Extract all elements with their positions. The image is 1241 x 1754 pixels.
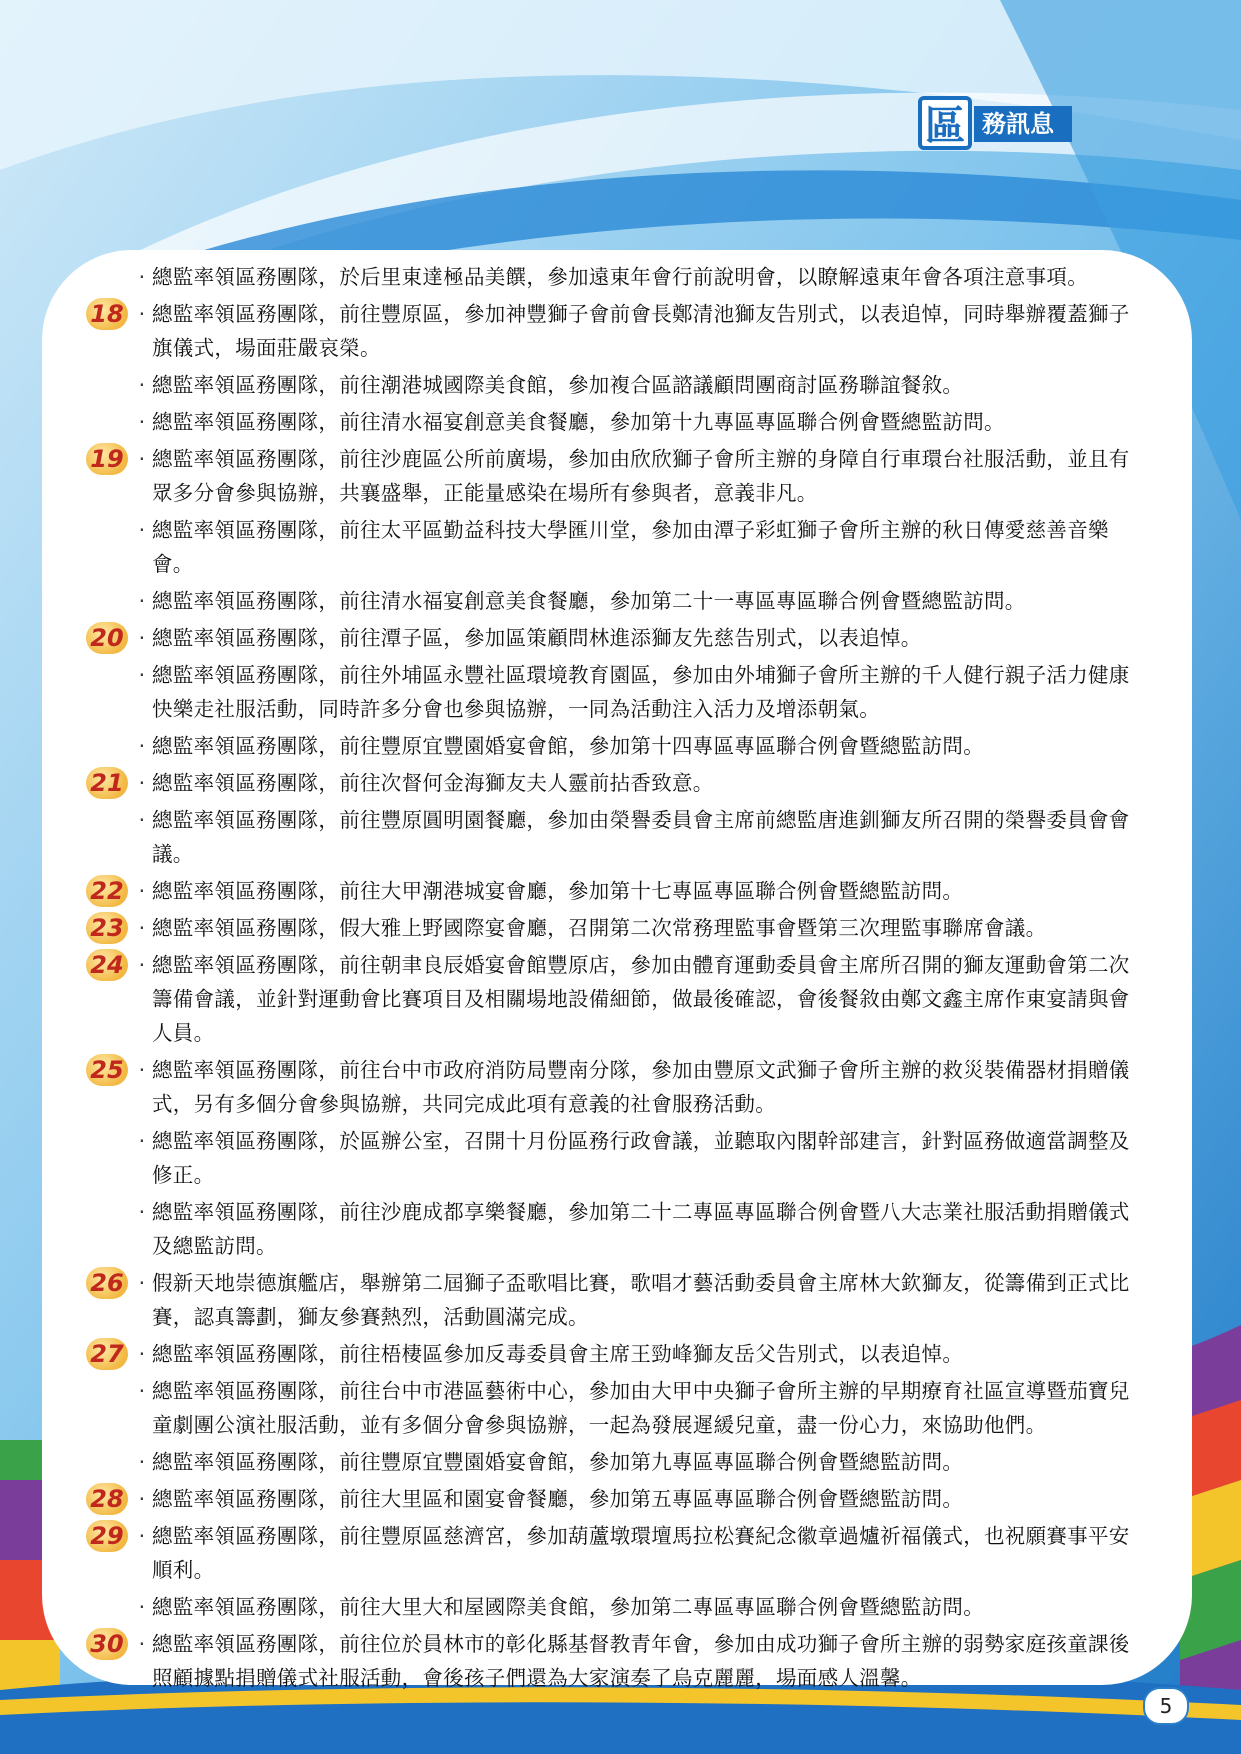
day-number-badge: 28 [86, 1483, 128, 1515]
day-number-badge: 26 [86, 1267, 128, 1299]
bullet-icon: · [138, 1200, 146, 1224]
activity-item [80, 405, 1140, 439]
bullet-icon: · [138, 1487, 146, 1511]
bullet-icon: · [138, 447, 146, 471]
day-number-badge: 23 [86, 912, 128, 944]
activity-item [80, 948, 1140, 1050]
day-group [80, 1627, 1140, 1695]
day-group [80, 297, 1140, 439]
activity-item [80, 621, 1140, 655]
day-group [80, 948, 1140, 1050]
activity-text: 總監率領區務團隊，前往位於員林市的彰化縣基督教青年會，參加由成功獅子會所主辦的弱勢家庭孩童課後照顧據點捐贈儀式社服活動，會後孩子們還為大家演奏了烏克麗麗，場面感人溫馨。 [152, 1632, 1130, 1690]
day-number-badge: 18 [86, 298, 128, 330]
bullet-icon: · [138, 265, 146, 289]
activity-text: 假新天地崇德旗艦店，舉辦第二屆獅子盃歌唱比賽，歌唱才藝活動委員會主席林大欽獅友，從籌備到正式比賽，認真籌劃，獅友參賽熱烈，活動圓滿完成。 [152, 1271, 1130, 1329]
activity-item [80, 260, 1140, 294]
day-number-badge: 19 [86, 443, 128, 475]
bullet-icon: · [138, 1595, 146, 1619]
day-number-badge: 30 [86, 1628, 128, 1660]
activity-text: 總監率領區務團隊，前往太平區勤益科技大學匯川堂，參加由潭子彩虹獅子會所主辦的秋日傳愛慈善音樂會。 [152, 518, 1109, 576]
activity-text: 總監率領區務團隊，前往沙鹿成都享樂餐廳，參加第二十二專區專區聯合例會暨八大志業社服活動捐贈儀式及總監訪問。 [152, 1200, 1130, 1258]
activity-text: 總監率領區務團隊，前往外埔區永豐社區環境教育園區，參加由外埔獅子會所主辦的千人健行親子活力健康快樂走社服活動，同時許多分會也參與協辦，一同為活動注入活力及增添朝氣。 [152, 663, 1130, 721]
activity-item [80, 1266, 1140, 1334]
bullet-icon: · [138, 1129, 146, 1153]
bullet-icon: · [138, 879, 146, 903]
day-number-badge: 29 [86, 1520, 128, 1552]
activity-item [80, 297, 1140, 365]
bullet-icon: · [138, 1524, 146, 1548]
activity-text: 總監率領區務團隊，前往豐原區慈濟宮，參加葫蘆墩環壇馬拉松賽紀念徽章過爐祈福儀式，也祝願賽事平安順利。 [152, 1524, 1130, 1582]
bullet-icon: · [138, 1632, 146, 1656]
activity-item [80, 1519, 1140, 1587]
day-group [80, 911, 1140, 945]
bullet-icon: · [138, 1271, 146, 1295]
activity-text: 總監率領區務團隊，前往清水福宴創意美食餐廳，參加第二十一專區專區聯合例會暨總監訪問。 [152, 589, 1026, 613]
activity-item [80, 911, 1140, 945]
activity-text: 總監率領區務團隊，前往台中市港區藝術中心，參加由大甲中央獅子會所主辦的早期療育社區宣導暨茄寶兒童劇團公演社服活動，並有多個分會參與協辦，一起為發展遲緩兒童，盡一份心力，來協助他們。 [152, 1379, 1130, 1437]
activity-text: 總監率領區務團隊，前往潭子區，參加區策顧問林進添獅友先慈告別式，以表追悼。 [152, 626, 922, 650]
activity-text: 總監率領區務團隊，前往豐原宜豐園婚宴會館，參加第十四專區專區聯合例會暨總監訪問。 [152, 734, 984, 758]
day-number-badge: 24 [86, 949, 128, 981]
bullet-icon: · [138, 663, 146, 687]
day-group [80, 442, 1140, 618]
activity-text: 總監率領區務團隊，前往梧棲區參加反毒委員會主席王勁峰獅友岳父告別式，以表追悼。 [152, 1342, 964, 1366]
activity-item [80, 1445, 1140, 1479]
activity-item [80, 874, 1140, 908]
bullet-icon: · [138, 302, 146, 326]
activity-item [80, 368, 1140, 402]
activity-text: 總監率領區務團隊，前往大里大和屋國際美食館，參加第二專區專區聯合例會暨總監訪問。 [152, 1595, 984, 1619]
bullet-icon: · [138, 808, 146, 832]
day-group [80, 1053, 1140, 1263]
activity-item [80, 729, 1140, 763]
section-header-first-char: 區 [918, 96, 972, 150]
activity-item [80, 584, 1140, 618]
activity-item [80, 1053, 1140, 1121]
activity-item [80, 1374, 1140, 1442]
bullet-icon: · [138, 589, 146, 613]
activity-text: 總監率領區務團隊，前往大里區和園宴會餐廳，參加第五專區專區聯合例會暨總監訪問。 [152, 1487, 964, 1511]
day-number-badge: 21 [86, 767, 128, 799]
activity-item [80, 658, 1140, 726]
day-group [80, 766, 1140, 871]
bullet-icon: · [138, 626, 146, 650]
day-group [80, 1337, 1140, 1479]
bullet-icon: · [138, 953, 146, 977]
bullet-icon: · [138, 373, 146, 397]
activity-text: 總監率領區務團隊，前往豐原宜豐園婚宴會館，參加第九專區專區聯合例會暨總監訪問。 [152, 1450, 964, 1474]
section-header-title: 務訊息 [974, 106, 1072, 142]
day-group [80, 260, 1140, 294]
activity-item [80, 1627, 1140, 1695]
bullet-icon: · [138, 1379, 146, 1403]
day-group [80, 1482, 1140, 1516]
activity-item [80, 766, 1140, 800]
page-number: 5 [1143, 1687, 1189, 1725]
bullet-icon: · [138, 410, 146, 434]
activity-text: 總監率領區務團隊，前往豐原區，參加神豐獅子會前會長鄭清池獅友告別式，以表追悼，同時舉辦覆蓋獅子旗儀式，場面莊嚴哀榮。 [152, 302, 1130, 360]
activity-text: 總監率領區務團隊，前往台中市政府消防局豐南分隊，參加由豐原文武獅子會所主辦的救災裝備器材捐贈儀式，另有多個分會參與協辦，共同完成此項有意義的社會服務活動。 [152, 1058, 1130, 1116]
day-group [80, 1519, 1140, 1624]
activity-item [80, 442, 1140, 510]
day-number-badge: 25 [86, 1054, 128, 1086]
activity-item [80, 1482, 1140, 1516]
activity-text: 總監率領區務團隊，於區辦公室，召開十月份區務行政會議，並聽取內閣幹部建言，針對區務做適當調整及修正。 [152, 1129, 1130, 1187]
bullet-icon: · [138, 1058, 146, 1082]
section-header [918, 96, 1078, 148]
activity-text: 總監率領區務團隊，前往朝聿良辰婚宴會館豐原店，參加由體育運動委員會主席所召開的獅友運動會第二次籌備會議，並針對運動會比賽項目及相關場地設備細節，做最後確認，會後餐敘由鄭文鑫主席作東宴請與會人員。 [152, 953, 1130, 1045]
activity-text: 總監率領區務團隊，前往大甲潮港城宴會廳，參加第十七專區專區聯合例會暨總監訪問。 [152, 879, 964, 903]
activity-log [80, 260, 1140, 1695]
activity-item [80, 1195, 1140, 1263]
day-number-badge: 27 [86, 1338, 128, 1370]
activity-item [80, 1337, 1140, 1371]
activity-text: 總監率領區務團隊，前往沙鹿區公所前廣場，參加由欣欣獅子會所主辦的身障自行車環台社服活動，並且有眾多分會參與協辦，共襄盛舉，正能量感染在場所有參與者，意義非凡。 [152, 447, 1130, 505]
activity-text: 總監率領區務團隊，前往潮港城國際美食館，參加複合區諮議顧問團商討區務聯誼餐敘。 [152, 373, 964, 397]
day-group [80, 621, 1140, 763]
activity-text: 總監率領區務團隊，假大雅上野國際宴會廳，召開第二次常務理監事會暨第三次理監事聯席會議。 [152, 916, 1047, 940]
bullet-icon: · [138, 734, 146, 758]
bullet-icon: · [138, 771, 146, 795]
bullet-icon: · [138, 518, 146, 542]
day-number-badge: 20 [86, 622, 128, 654]
activity-text: 總監率領區務團隊，前往次督何金海獅友夫人靈前拈香致意。 [152, 771, 714, 795]
activity-text: 總監率領區務團隊，前往豐原圓明園餐廳，參加由榮譽委員會主席前總監唐進釧獅友所召開的榮譽委員會會議。 [152, 808, 1130, 866]
bullet-icon: · [138, 916, 146, 940]
day-group [80, 874, 1140, 908]
activity-text: 總監率領區務團隊，於后里東達極品美饌，參加遠東年會行前說明會，以瞭解遠東年會各項注意事項。 [152, 265, 1088, 289]
activity-item [80, 1124, 1140, 1192]
activity-text: 總監率領區務團隊，前往清水福宴創意美食餐廳，參加第十九專區專區聯合例會暨總監訪問。 [152, 410, 1005, 434]
day-group [80, 1266, 1140, 1334]
activity-item [80, 1590, 1140, 1624]
bullet-icon: · [138, 1450, 146, 1474]
activity-item [80, 513, 1140, 581]
activity-item [80, 803, 1140, 871]
bullet-icon: · [138, 1342, 146, 1366]
day-number-badge: 22 [86, 875, 128, 907]
